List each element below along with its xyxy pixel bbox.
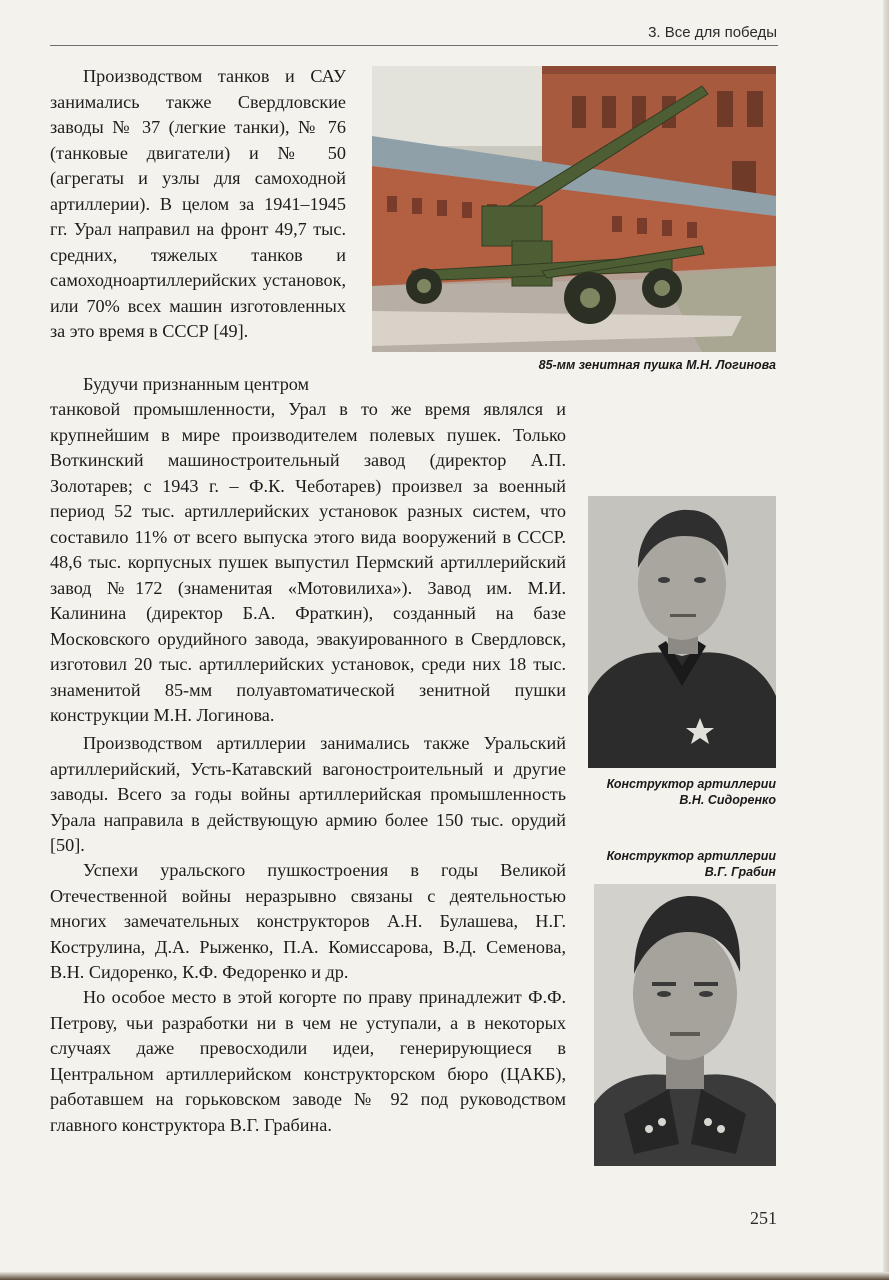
grabin-caption [560, 848, 776, 880]
paragraph-3: Производством артиллерии занимались также Уральский артиллерийский, Усть-Катавский вагоностроительный и другие заводы. Всего за годы войны артиллерийская промышленность Урала направила в действующую армию более 150 тыс. орудий [50]. [50, 733, 566, 855]
header-rule [50, 45, 778, 46]
paragraph-2: танковой промышленности, Урал в то же время являлся и крупнейшим в мире производителем полевых пушек. Только Воткинский машиностроительный завод (директор А.П. Золотарев; с 1943 г. – Ф.К. Чеботарев) произвел за военный период 52 тыс. артиллерийских установок разных систем, что составило 11% от всего выпуска этого вида вооружений в СССР. 48,6 тыс. корпусных пушек выпустил Пермский артиллерийский завод №172 (знаменитая «Мотовилиха»). Завод им. М.И. Калинина (директор Б.А. Фраткин), созданный на базе Московского орудийного завода, эвакуированного в Свердловск, изготовил 20 тыс. артиллерийских установок, среди них 18 тыс. знаменитой 85-мм полуавтоматической зенитной пушки конструкции М.Н. Логинова. [50, 399, 566, 725]
page-number: 251 [750, 1208, 777, 1228]
sidorenko-caption-line2: В.Н. Сидоренко [679, 793, 776, 807]
running-head: 3. Все для победы [648, 24, 777, 41]
gun-photo-caption: 85-мм зенитная пушка М.Н. Логинова [538, 358, 776, 372]
sidorenko-caption-line1: Конструктор артиллерии [606, 777, 776, 791]
grabin-caption-line2: В.Г. Грабин [704, 865, 776, 879]
sidorenko-portrait [588, 496, 776, 768]
paragraph-1: Производством танков и САУ занимались также Свердловские заводы № 37 (легкие танки), № 76 (танковые двигатели) и № 50 (агрегаты и узлы для самоходной артиллерии). В целом за 1941–1945 гг. Урал направил на фронт 49,7 тыс. средних, тяжелых танков и самоходноартиллерийских установок, или 70% всех машин изготовленных за это время в СССР [49]. [50, 66, 346, 341]
grabin-portrait [594, 884, 776, 1166]
page-bottom-edge [0, 1272, 889, 1280]
paragraph-4: Успехи уральского пушкостроения в годы Великой Отечественной войны неразрывно связаны с деятельностью многих замечательных конструкторов А.Н. Булашева, Н.Г. Кострулина, Д.А. Рыженко, П.А. Комиссарова, В.Д. Семенова, В.Н. Сидоренко, К.Ф. Федоренко и др. [50, 860, 566, 982]
paragraph-2-first-line: Будучи признанным центром [83, 374, 310, 394]
page-edge [883, 0, 889, 1280]
grabin-caption-line1: Конструктор артиллерии [606, 849, 776, 863]
anti-aircraft-gun-photo [372, 66, 776, 352]
paragraph-5: Но особое место в этой когорте по праву принадлежит Ф.Ф. Петрову, чьи разработки ни в чем не уступали, а в некоторых случаях даже превосходили идеи, генерирующиеся в Центральном артиллерийском конструкторском бюро (ЦАКБ), работавшем на горьковском заводе № 92 под руководством главного конструктора В.Г. Грабина. [50, 987, 566, 1135]
sidorenko-caption [560, 776, 776, 808]
